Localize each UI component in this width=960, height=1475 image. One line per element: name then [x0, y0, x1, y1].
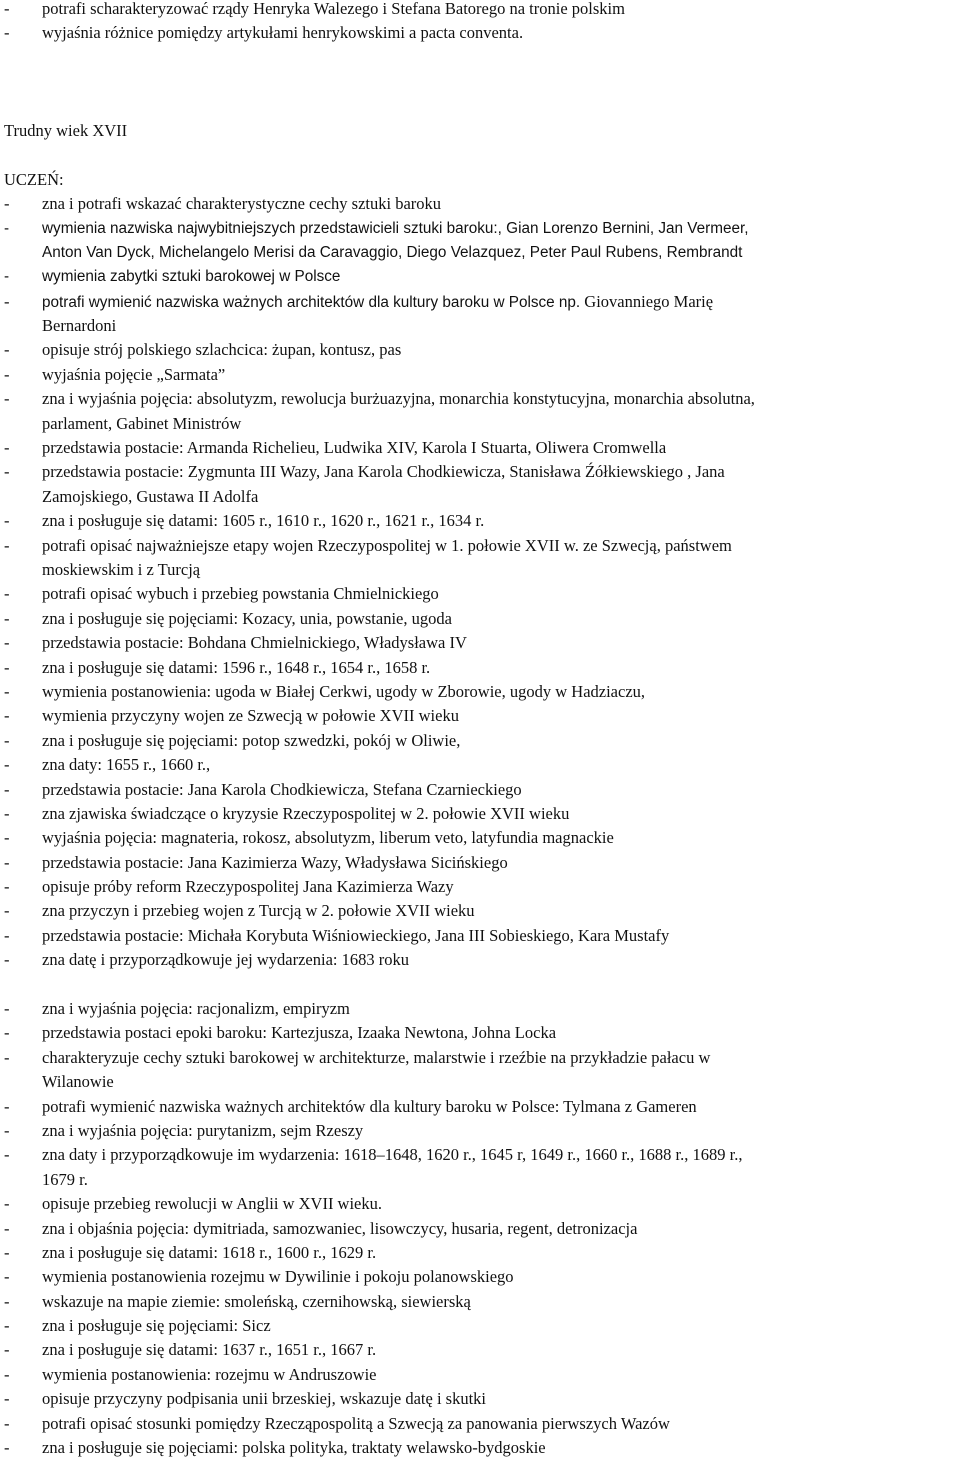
bullet-dash: - [4, 1096, 10, 1116]
list-item [0, 582, 960, 606]
list-item [0, 1363, 960, 1387]
list-item-continuation [0, 1168, 960, 1192]
list-item [0, 607, 960, 631]
list-item-text: 1679 r. [42, 1169, 88, 1189]
list-item-text: zna i posługuje się datami: 1637 r., 1651 r., 1667 r. [42, 1340, 377, 1360]
list-item-text: wymienia nazwiska najwybitniejszych przedstawicieli sztuki baroku:, Gian Lorenzo Bernini, Jan Vermeer, [42, 219, 749, 237]
requirements-list-a [0, 192, 960, 973]
list-item-text: zna daty: 1655 r., 1660 r., [42, 755, 211, 775]
list-item [0, 899, 960, 923]
bullet-dash: - [4, 1194, 10, 1214]
section-subtitle: UCZEŃ: [4, 169, 64, 189]
list-item [0, 948, 960, 972]
list-item-continuation [0, 314, 960, 338]
list-item [0, 460, 960, 484]
bullet-dash: - [4, 1364, 10, 1384]
requirements-list-b [0, 997, 960, 1460]
spacer [0, 70, 960, 94]
bullet-dash: - [4, 340, 10, 360]
list-item [0, 924, 960, 948]
list-item [0, 851, 960, 875]
list-item [0, 338, 960, 362]
list-item [0, 680, 960, 704]
list-item-text: wymienia zabytki sztuki barokowej w Polsce [42, 268, 341, 286]
list-item-text: potrafi opisać wybuch i przebieg powstania Chmielnickiego [42, 584, 439, 604]
list-item-text: zna przyczyn i przebieg wojen z Turcją w 2. połowie XVII wieku [42, 901, 475, 921]
list-item-text: wymienia przyczyny wojen ze Szwecją w połowie XVII wieku [42, 706, 459, 726]
bullet-dash: - [4, 755, 10, 775]
bullet-dash: - [4, 1340, 10, 1360]
list-item-text: zna i posługuje się pojęciami: potop szwedzki, pokój w Oliwie, [42, 730, 461, 750]
section-title: Trudny wiek XVII [4, 120, 128, 140]
bullet-dash: - [4, 608, 10, 628]
list-item-text: potrafi opisać stosunki pomiędzy Rzecząpospolitą a Szwecją za panowania pierwszych Wazów [42, 1413, 670, 1433]
bullet-dash: - [4, 828, 10, 848]
list-item [0, 1217, 960, 1241]
list-item-text: wyjaśnia pojęcie „Sarmata” [42, 364, 226, 384]
bullet-dash: - [4, 1023, 10, 1043]
list-item [0, 753, 960, 777]
bullet-dash: - [4, 901, 10, 921]
list-item-text: przedstawia postacie: Jana Karola Chodkiewicza, Stefana Czarnieckiego [42, 779, 522, 799]
list-item-text: przedstawia postacie: Armanda Richelieu, Ludwika XIV, Karola I Stuarta, Oliwera Cromwella [42, 438, 667, 458]
bullet-dash: - [4, 1316, 10, 1336]
list-item-text: zna i wyjaśnia pojęcia: absolutyzm, rewolucja burżuazyjna, monarchia konstytucyjna, monarchia absolutna, [42, 389, 755, 409]
list-item-text: zna daty i przyporządkowuje im wydarzenia: 1618–1648, 1620 r., 1645 r, 1649 r., 1660 r., 1688 r., 1689 r., [42, 1145, 743, 1165]
list-item [0, 656, 960, 680]
list-item-text: wymienia postanowienia: rozejmu w Andruszowie [42, 1364, 377, 1384]
bullet-dash: - [4, 633, 10, 653]
bullet-dash: - [4, 925, 10, 945]
list-item-text: zna i posługuje się pojęciami: polska polityka, traktaty welawsko-bydgoskie [42, 1438, 546, 1458]
list-item-text: zna i posługuje się datami: 1605 r., 1610 r., 1620 r., 1621 r., 1634 r. [42, 511, 485, 531]
bullet-dash: - [4, 535, 10, 555]
list-item [0, 1265, 960, 1289]
bullet-dash: - [4, 194, 10, 214]
list-item-text: moskiewskim i z Turcją [42, 559, 201, 579]
list-item-text: opisuje przebieg rewolucji w Anglii w XVII wieku. [42, 1194, 383, 1214]
list-item-continuation [0, 241, 960, 265]
list-item [0, 778, 960, 802]
list-item-text: wskazuje na mapie ziemie: smoleńską, czernihowską, siewierską [42, 1291, 471, 1311]
list-item [0, 826, 960, 850]
list-item-text: przedstawia postacie: Bohdana Chmielnickiego, Władysława IV [42, 633, 467, 653]
intro-list [0, 0, 960, 46]
list-item [0, 1119, 960, 1143]
list-item-text: opisuje strój polskiego szlachcica: żupan, kontusz, pas [42, 340, 402, 360]
list-item-text: parlament, Gabinet Ministrów [42, 413, 242, 433]
list-item [0, 534, 960, 558]
bullet-dash: - [4, 681, 10, 701]
bullet-dash: - [4, 779, 10, 799]
bullet-dash: - [4, 1291, 10, 1311]
list-item [0, 1314, 960, 1338]
list-item-text: opisuje próby reform Rzeczypospolitej Jana Kazimierza Wazy [42, 877, 454, 897]
bullet-dash: - [4, 511, 10, 531]
list-item [0, 1338, 960, 1362]
bullet-dash: - [4, 364, 10, 384]
bullet-dash: - [4, 657, 10, 677]
list-item [0, 802, 960, 826]
list-item [0, 1412, 960, 1436]
list-item [0, 0, 960, 21]
bullet-dash: - [4, 1242, 10, 1262]
list-item-text: opisuje przyczyny podpisania unii brzeskiej, wskazuje datę i skutki [42, 1389, 487, 1409]
list-item [0, 363, 960, 387]
spacer [0, 95, 960, 119]
list-item [0, 509, 960, 533]
list-item-text: wymienia postanowienia rozejmu w Dywilinie i pokoju polanowskiego [42, 1267, 514, 1287]
list-item [0, 21, 960, 45]
list-item-text: zna i wyjaśnia pojęcia: racjonalizm, empiryzm [42, 999, 350, 1019]
list-item [0, 729, 960, 753]
list-item-text: przedstawia postacie: Zygmunta III Wazy, Jana Karola Chodkiewicza, Stanisława Źółkiewskiego , Jana [42, 462, 725, 482]
bullet-dash: - [4, 389, 10, 409]
list-item [0, 217, 960, 241]
bullet-dash: - [4, 803, 10, 823]
bullet-dash: - [4, 1145, 10, 1165]
bullet-dash: - [4, 584, 10, 604]
list-item [0, 1241, 960, 1265]
spacer [0, 973, 960, 997]
bullet-dash: - [4, 1218, 10, 1238]
list-item-text: zna i posługuje się pojęciami: Kozacy, unia, powstanie, ugoda [42, 608, 452, 628]
list-item [0, 1192, 960, 1216]
list-item [0, 290, 960, 314]
list-item-text: wymienia postanowienia: ugoda w Białej Cerkwi, ugody w Zborowie, ugody w Hadziaczu, [42, 681, 646, 701]
list-item-text: Bernardoni [42, 316, 117, 336]
list-item-text: potrafi wymienić nazwiska ważnych architektów dla kultury baroku w Polsce: Tylmana z Gameren [42, 1096, 697, 1116]
list-item [0, 436, 960, 460]
bullet-dash: - [4, 852, 10, 872]
list-item-text: zna i posługuje się datami: 1596 r., 1648 r., 1654 r., 1658 r. [42, 657, 431, 677]
list-item-text: Wilanowie [42, 1072, 114, 1092]
bullet-dash: - [4, 1047, 10, 1067]
bullet-dash: - [4, 1267, 10, 1287]
bullet-dash: - [4, 950, 10, 970]
list-item [0, 387, 960, 411]
list-item-text: zna i wyjaśnia pojęcia: purytanizm, sejm Rzeszy [42, 1120, 364, 1140]
list-item-continuation [0, 558, 960, 582]
list-item [0, 1095, 960, 1119]
list-item [0, 1046, 960, 1070]
list-item [0, 1387, 960, 1411]
list-item [0, 1143, 960, 1167]
list-item [0, 1021, 960, 1045]
bullet-dash: - [4, 438, 10, 458]
list-item-text: zna i posługuje się pojęciami: Sicz [42, 1316, 271, 1336]
bullet-dash: - [4, 1389, 10, 1409]
bullet-dash: - [4, 291, 10, 311]
list-item-text: charakteryzuje cechy sztuki barokowej w architekturze, malarstwie i rzeźbie na przykładzie pałacu w [42, 1047, 711, 1067]
bullet-dash: - [4, 877, 10, 897]
list-item-text: Zamojskiego, Gustawa II Adolfa [42, 486, 259, 506]
bullet-dash: - [4, 268, 10, 286]
list-item-text: zna zjawiska świadczące o kryzysie Rzeczypospolitej w 2. połowie XVII wieku [42, 803, 570, 823]
list-item-text: potrafi wymienić nazwiska ważnych architektów dla kultury baroku w Polsce np. Giovanniego Marię [42, 291, 714, 311]
list-item-text: potrafi scharakteryzować rządy Henryka Walezego i Stefana Batorego na tronie polskim [42, 0, 625, 18]
list-item-text: zna datę i przyporządkowuje jej wydarzenia: 1683 roku [42, 950, 409, 970]
spacer [0, 143, 960, 167]
list-item-text: zna i objaśnia pojęcia: dymitriada, samozwaniec, lisowczycy, husaria, regent, detronizacja [42, 1218, 638, 1238]
bullet-dash: - [4, 1438, 10, 1458]
list-item-continuation [0, 1070, 960, 1094]
list-item-continuation [0, 412, 960, 436]
spacer [0, 46, 960, 70]
list-item [0, 1290, 960, 1314]
list-item [0, 631, 960, 655]
bullet-dash: - [4, 730, 10, 750]
bullet-dash: - [4, 1413, 10, 1433]
list-item-text: przedstawia postacie: Michała Korybuta Wiśniowieckiego, Jana III Sobieskiego, Kara Mustafy [42, 925, 670, 945]
list-item [0, 192, 960, 216]
bullet-dash: - [4, 462, 10, 482]
bullet-dash: - [4, 706, 10, 726]
list-item-continuation [0, 485, 960, 509]
list-item-text: zna i posługuje się datami: 1618 r., 1600 r., 1629 r. [42, 1242, 377, 1262]
list-item [0, 265, 960, 289]
list-item-text: zna i potrafi wskazać charakterystyczne cechy sztuki baroku [42, 194, 442, 214]
list-item [0, 997, 960, 1021]
list-item-text: wyjaśnia pojęcia: magnateria, rokosz, absolutyzm, liberum veto, latyfundia magnackie [42, 828, 614, 848]
list-item-text: Anton Van Dyck, Michelangelo Merisi da Caravaggio, Diego Velazquez, Peter Paul Rubens, Rembrandt [42, 243, 743, 261]
bullet-dash: - [4, 219, 10, 237]
list-item [0, 875, 960, 899]
bullet-dash: - [4, 23, 10, 43]
list-item-text: potrafi opisać najważniejsze etapy wojen Rzeczypospolitej w 1. połowie XVII w. ze Szwecją, państwem [42, 535, 732, 555]
bullet-dash: - [4, 1120, 10, 1140]
list-item-text: wyjaśnia różnice pomiędzy artykułami henrykowskimi a pacta conventa. [42, 23, 524, 43]
list-item-text: przedstawia postaci epoki baroku: Kartezjusza, Izaaka Newtona, Johna Locka [42, 1023, 557, 1043]
bullet-dash: - [4, 0, 10, 18]
list-item-text: przedstawia postacie: Jana Kazimierza Wazy, Władysława Sicińskiego [42, 852, 508, 872]
list-item [0, 704, 960, 728]
list-item [0, 1436, 960, 1460]
bullet-dash: - [4, 999, 10, 1019]
